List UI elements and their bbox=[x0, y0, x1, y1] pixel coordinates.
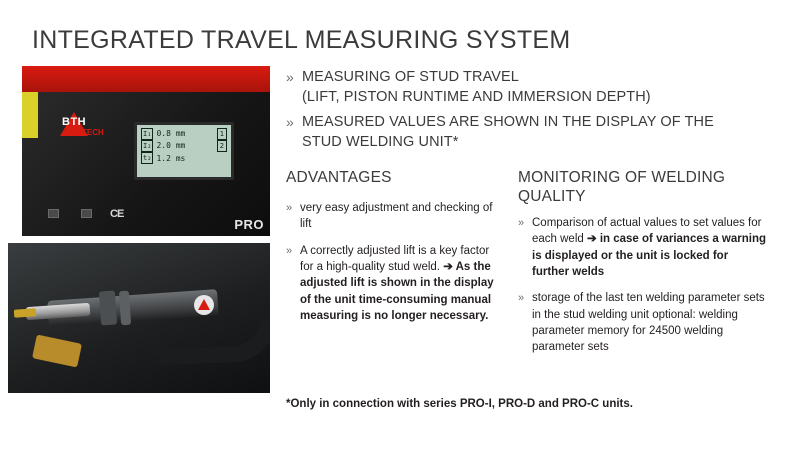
lcd-line-3 bbox=[141, 152, 227, 164]
lcd-line-1 bbox=[141, 128, 227, 140]
top-bullet-line: MEASURED VALUES ARE SHOWN IN THE DISPLAY OF THE bbox=[302, 114, 714, 131]
list-item-text: very easy adjustment and checking of lift bbox=[300, 202, 493, 231]
monitoring-heading: MONITORING OF WELDING QUALITY bbox=[518, 169, 726, 206]
ce-mark-label: CE bbox=[110, 208, 124, 220]
lcd-line-2-right: 2 bbox=[217, 140, 227, 152]
lcd-line-2 bbox=[141, 140, 227, 152]
unit-button-row bbox=[48, 209, 92, 218]
gun-brand-badge-icon bbox=[194, 295, 214, 315]
unit-button-left bbox=[48, 209, 59, 218]
list-item-main: A correctly adjusted lift is a key factor for a high-quality stud weld. bbox=[300, 244, 490, 273]
unit-yellow-strip bbox=[22, 92, 38, 138]
welding-gun-photo bbox=[8, 243, 270, 393]
list-item bbox=[518, 215, 768, 280]
lcd-line-2-tag: I₂ bbox=[141, 140, 153, 152]
top-bullet-line: STUD WELDING UNIT* bbox=[302, 133, 459, 150]
gun-tip bbox=[14, 308, 37, 318]
top-bullet-list bbox=[286, 68, 786, 158]
bullet-marker-icon: » bbox=[518, 292, 525, 305]
unit-red-band bbox=[22, 66, 270, 92]
list-item-text bbox=[300, 243, 502, 325]
monitoring-list bbox=[518, 215, 768, 366]
stud-welding-unit-photo bbox=[22, 66, 270, 236]
top-bullet-item bbox=[286, 68, 786, 107]
unit-button-right bbox=[81, 209, 92, 218]
lcd-line-3-value: 1.2 ms bbox=[156, 153, 186, 163]
list-item bbox=[518, 290, 768, 355]
list-item-main: Comparison of actual values to set values for each weld bbox=[532, 217, 762, 246]
top-bullet-text bbox=[302, 113, 714, 152]
lcd-line-3-tag: t₂ bbox=[141, 152, 153, 164]
top-bullet-text bbox=[302, 68, 651, 107]
page-title: INTEGRATED TRAVEL MEASURING SYSTEM bbox=[32, 26, 571, 54]
list-item-sub: ➔ As the adjusted lift is shown in the display of the unit time-consuming manual measuring is no longer necessary. bbox=[300, 260, 494, 322]
brand-name-label: BTH bbox=[62, 116, 87, 128]
list-item-text: storage of the last ten welding parameter sets in the stud welding unit optional: welding parameter memory for 24500 welding parameter sets bbox=[532, 292, 765, 354]
advantages-list bbox=[286, 200, 502, 334]
lcd-line-2-value: 2.0 mm bbox=[156, 141, 186, 151]
bullet-marker-icon: » bbox=[286, 202, 293, 214]
gun-ring-1 bbox=[99, 290, 117, 325]
advantages-heading: ADVANTAGES bbox=[286, 169, 392, 186]
unit-series-label: PRO bbox=[234, 217, 264, 232]
bullet-marker-icon: » bbox=[286, 114, 294, 131]
top-bullet-item bbox=[286, 113, 786, 152]
brand-sub-label: TECH bbox=[82, 128, 104, 137]
footnote: *Only in connection with series PRO-I, PRO-D and PRO-C units. bbox=[286, 398, 633, 410]
list-item-sub: ➔ in case of variances a warning is displayed or the unit is locked for further welds bbox=[532, 233, 767, 278]
lcd-line-1-right: 1 bbox=[217, 128, 227, 140]
unit-lcd-display bbox=[134, 122, 234, 180]
list-item bbox=[286, 200, 502, 233]
lcd-line-1-value: 0.8 mm bbox=[156, 129, 186, 139]
bullet-marker-icon: » bbox=[286, 69, 294, 85]
top-bullet-line: (LIFT, PISTON RUNTIME AND IMMERSION DEPTH) bbox=[302, 88, 651, 105]
bullet-marker-icon: » bbox=[286, 244, 293, 257]
list-item bbox=[286, 243, 502, 325]
top-bullet-line: MEASURING OF STUD TRAVEL bbox=[302, 69, 519, 85]
bullet-marker-icon: » bbox=[518, 217, 525, 229]
list-item-text bbox=[532, 215, 768, 280]
lcd-line-1-tag: I₁ bbox=[141, 128, 153, 140]
